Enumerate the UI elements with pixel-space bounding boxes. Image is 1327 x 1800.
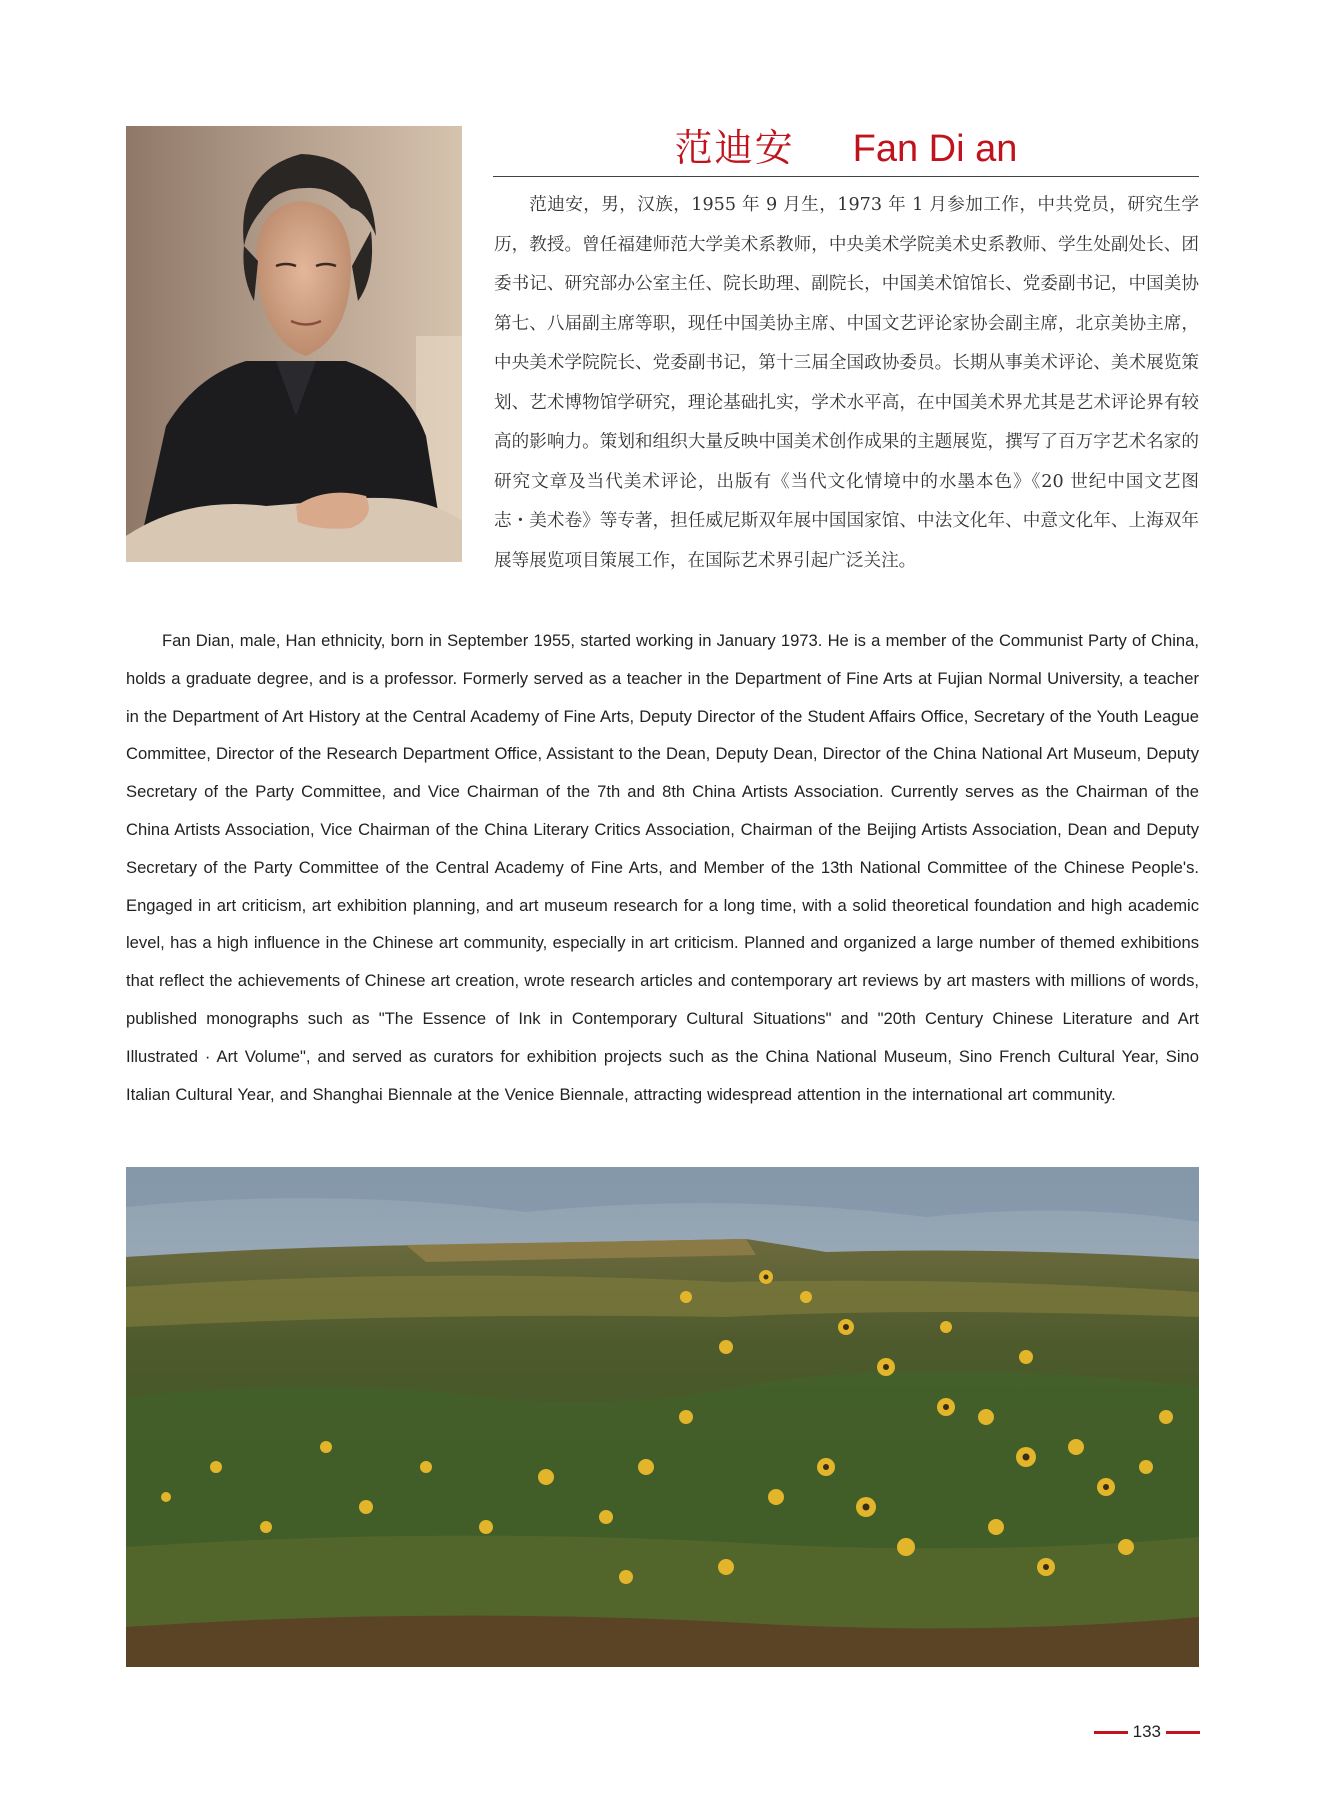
portrait-image <box>126 126 462 562</box>
portrait-photo <box>126 126 462 562</box>
page-title <box>493 122 1199 174</box>
title-english-name: Fan Di an <box>852 128 1018 170</box>
title-chinese-name: 范迪安 <box>674 126 795 170</box>
artwork-image <box>126 1167 1199 1667</box>
biography-chinese: 范迪安，男，汉族，1955 年 9 月生，1973 年 1 月参加工作，中共党员，研究生学历，教授。曾任福建师范大学美术系教师，中央美术学院美术史系教师、学生处副处长、团委书记、研究部办公室主任、院长助理、副院长，中国美术馆馆长、党委副书记，中国美协第七、八届副主席等职，现任中国美协主席、中国文艺评论家协会副主席，北京美协主席，中央美术学院院长、党委副书记，第十三届全国政协委员。长期从事美术评论、美术展览策划、艺术博物馆学研究，理论基础扎实，学术水平高，在中国美术界尤其是艺术评论界有较高的影响力。策划和组织大量反映中国美术创作成果的主题展览，撰写了百万字艺术名家的研究文章及当代美术评论，出版有《当代文化情境中的水墨本色》《20 世纪中国文艺图志・美术卷》等专著，担任威尼斯双年展中国国家馆、中法文化年、中意文化年、上海双年展等展览项目策展工作，在国际艺术界引起广泛关注。 <box>494 195 1199 571</box>
page-number-text: 133 <box>1132 1722 1161 1741</box>
page-number-left-bar <box>1094 1731 1128 1734</box>
title-divider <box>493 176 1199 177</box>
biography-english: Fan Dian, male, Han ethnicity, born in September 1955, started working in January 1973. He is a member of the Communist Party of China, holds a graduate degree, and is a professor. Formerly served as a teacher in the Department of Fine Arts at Fujian Normal University, a teacher in the Department of Art History at the Central Academy of Fine Arts, Deputy Director of the Student Affairs Office, Secretary of the Youth League Committee, Director of the Research Department Office, Assistant to the Dean, Deputy Dean, Director of the China National Art Museum, Deputy Secretary of the Party Committee, and Vice Chairman of the 7th and 8th China Artists Association. Currently serves as the Chairman of the China Artists Association, Vice Chairman of the China Literary Critics Association, Chairman of the Beijing Artists Association, Dean and Deputy Secretary of the Party Committee of the Central Academy of Fine Arts, and Member of the 13th National Committee of the Chinese People's. Engaged in art criticism, art exhibition planning, and art museum research for a long time, with a solid theoretical foundation and high academic level, has a high influence in the Chinese art community, especially in art criticism. Planned and organized a large number of themed exhibitions that reflect the achievements of Chinese art creation, wrote research articles and contemporary art reviews by art masters with millions of words, published monographs such as "The Essence of Ink in Contemporary Cultural Situations" and "20th Century Chinese Literature and Art Illustrated · Art Volume", and served as curators for exhibition projects such as the China National Museum, Sino French Cultural Year, Sino Italian Cultural Year, and Shanghai Biennale at the Venice Biennale, attracting widespread attention in the international art community. <box>126 631 1199 1104</box>
page-number-right-bar <box>1166 1731 1200 1734</box>
artwork-sunflower-field <box>126 1167 1199 1667</box>
page-number <box>1090 1720 1200 1744</box>
